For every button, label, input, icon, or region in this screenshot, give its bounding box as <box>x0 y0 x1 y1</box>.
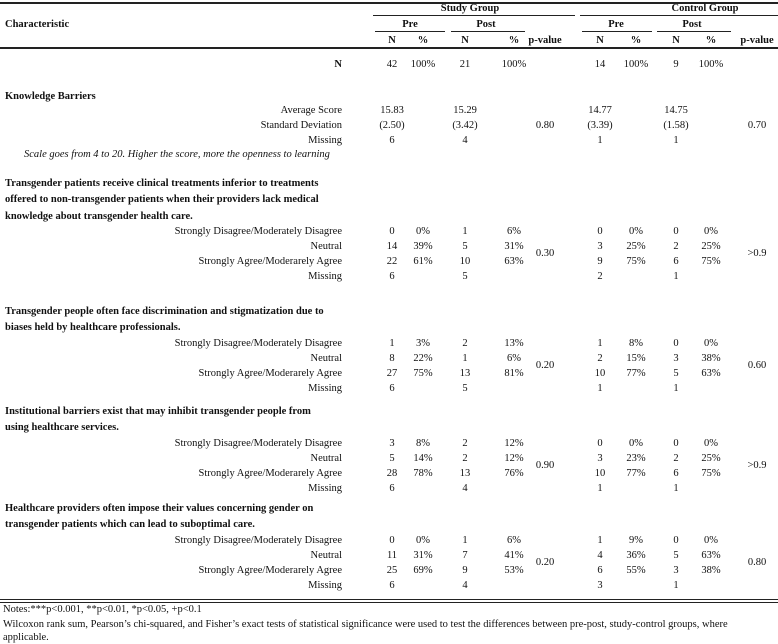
divider <box>657 31 731 32</box>
response-value: 13% <box>504 337 524 349</box>
response-value: 0 <box>673 534 679 546</box>
study-p-value: 0.90 <box>535 460 555 472</box>
response-value: 5 <box>389 452 395 464</box>
study-post-header: Post <box>476 19 496 30</box>
knowledge-row-label: Average Score <box>280 105 342 116</box>
response-value: 31% <box>504 240 524 252</box>
response-value: 75% <box>701 467 721 479</box>
response-value: 2 <box>597 352 603 364</box>
response-value: 0 <box>597 437 603 449</box>
response-value: 5 <box>462 240 468 252</box>
response-value: 61% <box>413 255 433 267</box>
response-label: Missing <box>308 579 342 591</box>
question-title: Transgender patients receive clinical treatments inferior to treatments <box>5 178 319 189</box>
n-row-value: 21 <box>459 59 471 70</box>
col-header-n: N <box>461 35 469 46</box>
response-value: 14 <box>386 240 398 252</box>
response-value: 6% <box>507 534 521 546</box>
response-value: 3 <box>597 452 603 464</box>
knowledge-value: 1 <box>597 135 603 146</box>
response-value: 0 <box>389 225 395 237</box>
response-value: 39% <box>413 240 433 252</box>
notes-significance: Notes:***p<0.001, **p<0.01, *p<0.05, +p<0.1 <box>3 604 202 615</box>
response-value: 36% <box>626 549 646 561</box>
response-value: 23% <box>626 452 646 464</box>
knowledge-row-label: Missing <box>308 135 342 146</box>
response-value: 78% <box>413 467 433 479</box>
response-value: 27 <box>386 367 398 379</box>
response-value: 2 <box>673 452 679 464</box>
response-value: 0% <box>704 534 718 546</box>
response-value: 77% <box>626 467 646 479</box>
response-value: 53% <box>504 564 524 576</box>
knowledge-value: 14.77 <box>588 105 612 116</box>
n-row-value: 14 <box>594 59 606 70</box>
response-value: 2 <box>673 240 679 252</box>
response-value: 2 <box>462 437 468 449</box>
response-label: Neutral <box>310 452 342 464</box>
response-value: 6 <box>673 467 679 479</box>
col-header-pct: % <box>630 35 642 46</box>
response-value: 10 <box>459 255 471 267</box>
control-p-value: >0.9 <box>747 248 767 260</box>
response-value: 1 <box>597 482 603 494</box>
response-value: 0% <box>704 437 718 449</box>
col-header-pct: % <box>705 35 717 46</box>
question-title: offered to non-transgender patients when their providers lack medical <box>5 194 319 206</box>
response-value: 0% <box>629 437 643 449</box>
question-title: biases held by healthcare professionals. <box>5 322 181 334</box>
response-value: 1 <box>673 382 679 394</box>
response-label: Missing <box>308 482 342 494</box>
response-value: 3 <box>673 564 679 576</box>
knowledge-value: 4 <box>462 135 468 146</box>
response-value: 13 <box>459 467 471 479</box>
response-value: 3 <box>673 352 679 364</box>
response-value: 1 <box>389 337 395 349</box>
response-value: 13 <box>459 367 471 379</box>
response-label: Strongly Agree/Moderarely Agree <box>198 367 342 379</box>
question-title: knowledge about transgender health care. <box>5 210 193 222</box>
response-value: 63% <box>701 549 721 561</box>
knowledge-value: (2.50) <box>379 120 405 131</box>
n-row-value: 100% <box>698 59 724 70</box>
response-value: 5 <box>673 367 679 379</box>
knowledge-value: 6 <box>389 135 395 146</box>
response-value: 3 <box>597 240 603 252</box>
response-value: 1 <box>462 534 468 546</box>
response-value: 3% <box>416 337 430 349</box>
response-value: 5 <box>673 549 679 561</box>
response-value: 25% <box>701 452 721 464</box>
response-value: 9% <box>629 534 643 546</box>
control-post-header: Post <box>682 19 702 30</box>
col-header-pct: % <box>417 35 429 46</box>
response-value: 1 <box>462 225 468 237</box>
response-value: 63% <box>701 367 721 379</box>
col-header-pct: % <box>508 35 520 46</box>
notes-tests: Wilcoxon rank sum, Pearson’s chi-squared, and Fisher’s exact tests of statistical significance were used to test the differences between pre-post, study-control groups, where <box>3 619 728 630</box>
col-header-n: N <box>672 35 680 46</box>
control-p-value: 0.60 <box>747 360 767 372</box>
study-group-header: Study Group <box>440 3 500 14</box>
response-value: 0 <box>597 225 603 237</box>
response-value: 22% <box>413 352 433 364</box>
question-title: Healthcare providers often impose their values concerning gender on <box>5 503 314 514</box>
response-value: 9 <box>597 255 603 267</box>
response-label: Neutral <box>310 549 342 561</box>
control-group-header: Control Group <box>671 3 739 14</box>
control-p-value: >0.9 <box>747 460 767 472</box>
response-value: 11 <box>386 549 398 561</box>
response-value: 0% <box>704 225 718 237</box>
knowledge-value: 15.29 <box>453 105 477 116</box>
response-value: 22 <box>386 255 398 267</box>
response-value: 4 <box>462 579 468 591</box>
study-pre-header: Pre <box>402 19 418 30</box>
response-value: 63% <box>504 255 524 267</box>
response-value: 0% <box>629 225 643 237</box>
response-value: 0 <box>673 437 679 449</box>
response-value: 7 <box>462 549 468 561</box>
knowledge-value: 0.80 <box>535 120 555 131</box>
response-value: 41% <box>504 549 524 561</box>
response-label: Missing <box>308 270 342 282</box>
response-value: 6 <box>389 482 395 494</box>
response-label: Strongly Disagree/Moderately Disagree <box>174 225 342 237</box>
divider <box>580 15 778 16</box>
response-value: 6% <box>507 352 521 364</box>
response-value: 75% <box>626 255 646 267</box>
response-value: 14% <box>413 452 433 464</box>
response-value: 4 <box>462 482 468 494</box>
response-value: 9 <box>462 564 468 576</box>
response-value: 81% <box>504 367 524 379</box>
n-row-value: 42 <box>386 59 398 70</box>
response-label: Strongly Disagree/Moderately Disagree <box>174 534 342 546</box>
question-title: transgender patients which can lead to suboptimal care. <box>5 519 255 531</box>
knowledge-row-label: Standard Deviation <box>260 120 342 131</box>
response-value: 1 <box>673 482 679 494</box>
control-p-value: 0.80 <box>747 557 767 569</box>
response-value: 0 <box>673 225 679 237</box>
col-header-p-value: p-value <box>740 35 774 46</box>
response-value: 6 <box>389 382 395 394</box>
n-row-value: 9 <box>673 59 679 70</box>
response-value: 25 <box>386 564 398 576</box>
response-value: 8% <box>629 337 643 349</box>
response-value: 10 <box>594 367 606 379</box>
response-value: 25% <box>701 240 721 252</box>
response-value: 31% <box>413 549 433 561</box>
response-value: 76% <box>504 467 524 479</box>
n-row-value: 100% <box>410 59 436 70</box>
response-value: 1 <box>462 352 468 364</box>
col-header-n: N <box>388 35 396 46</box>
response-label: Strongly Disagree/Moderately Disagree <box>174 437 342 449</box>
notes-applicable: applicable. <box>3 632 49 643</box>
response-value: 2 <box>462 452 468 464</box>
response-value: 55% <box>626 564 646 576</box>
divider <box>451 31 525 32</box>
response-value: 2 <box>462 337 468 349</box>
response-value: 1 <box>673 270 679 282</box>
knowledge-value: (3.39) <box>587 120 613 131</box>
response-value: 0 <box>673 337 679 349</box>
col-header-n: N <box>596 35 604 46</box>
response-value: 1 <box>597 382 603 394</box>
response-value: 75% <box>413 367 433 379</box>
study-p-value: 0.30 <box>535 248 555 260</box>
control-pre-header: Pre <box>608 19 624 30</box>
col-header-p-value: p-value <box>528 35 562 46</box>
question-title: Transgender people often face discrimination and stigmatization due to <box>5 306 324 317</box>
response-value: 0% <box>416 534 430 546</box>
response-value: 28 <box>386 467 398 479</box>
response-value: 1 <box>597 337 603 349</box>
divider <box>582 31 652 32</box>
response-label: Neutral <box>310 240 342 252</box>
characteristic-header: Characteristic <box>5 19 70 30</box>
response-value: 0 <box>389 534 395 546</box>
response-label: Missing <box>308 382 342 394</box>
response-value: 25% <box>626 240 646 252</box>
divider <box>0 599 778 600</box>
knowledge-barriers-title: Knowledge Barriers <box>5 91 96 102</box>
response-value: 3 <box>389 437 395 449</box>
response-value: 6 <box>389 270 395 282</box>
response-value: 75% <box>701 255 721 267</box>
question-title: using healthcare services. <box>5 422 119 434</box>
response-value: 8 <box>389 352 395 364</box>
response-value: 2 <box>597 270 603 282</box>
scale-note: Scale goes from 4 to 20. Higher the score, more the openness to learning <box>24 149 330 160</box>
response-value: 10 <box>594 467 606 479</box>
n-row-label: N <box>334 59 342 70</box>
divider <box>0 602 778 603</box>
study-p-value: 0.20 <box>535 557 555 569</box>
divider <box>375 31 445 32</box>
response-value: 5 <box>462 382 468 394</box>
response-value: 12% <box>504 437 524 449</box>
response-value: 1 <box>673 579 679 591</box>
response-label: Strongly Disagree/Moderately Disagree <box>174 337 342 349</box>
knowledge-value: 1 <box>673 135 679 146</box>
response-value: 15% <box>626 352 646 364</box>
question-title: Institutional barriers exist that may inhibit transgender people from <box>5 406 311 417</box>
divider <box>0 2 778 4</box>
study-p-value: 0.20 <box>535 360 555 372</box>
response-value: 0% <box>704 337 718 349</box>
knowledge-value: 14.75 <box>664 105 688 116</box>
response-value: 4 <box>597 549 603 561</box>
response-value: 6 <box>673 255 679 267</box>
response-label: Strongly Agree/Moderarely Agree <box>198 255 342 267</box>
response-label: Neutral <box>310 352 342 364</box>
n-row-value: 100% <box>501 59 527 70</box>
response-value: 8% <box>416 437 430 449</box>
response-value: 77% <box>626 367 646 379</box>
response-value: 69% <box>413 564 433 576</box>
response-value: 38% <box>701 564 721 576</box>
divider <box>373 15 575 16</box>
response-value: 38% <box>701 352 721 364</box>
divider <box>0 47 778 49</box>
response-value: 3 <box>597 579 603 591</box>
response-value: 5 <box>462 270 468 282</box>
response-value: 1 <box>597 534 603 546</box>
response-label: Strongly Agree/Moderarely Agree <box>198 467 342 479</box>
response-value: 6 <box>389 579 395 591</box>
knowledge-value: 0.70 <box>747 120 767 131</box>
n-row-value: 100% <box>623 59 649 70</box>
response-label: Strongly Agree/Moderarely Agree <box>198 564 342 576</box>
knowledge-value: (1.58) <box>663 120 689 131</box>
response-value: 12% <box>504 452 524 464</box>
response-value: 6 <box>597 564 603 576</box>
response-value: 6% <box>507 225 521 237</box>
knowledge-value: (3.42) <box>452 120 478 131</box>
response-value: 0% <box>416 225 430 237</box>
knowledge-value: 15.83 <box>380 105 404 116</box>
